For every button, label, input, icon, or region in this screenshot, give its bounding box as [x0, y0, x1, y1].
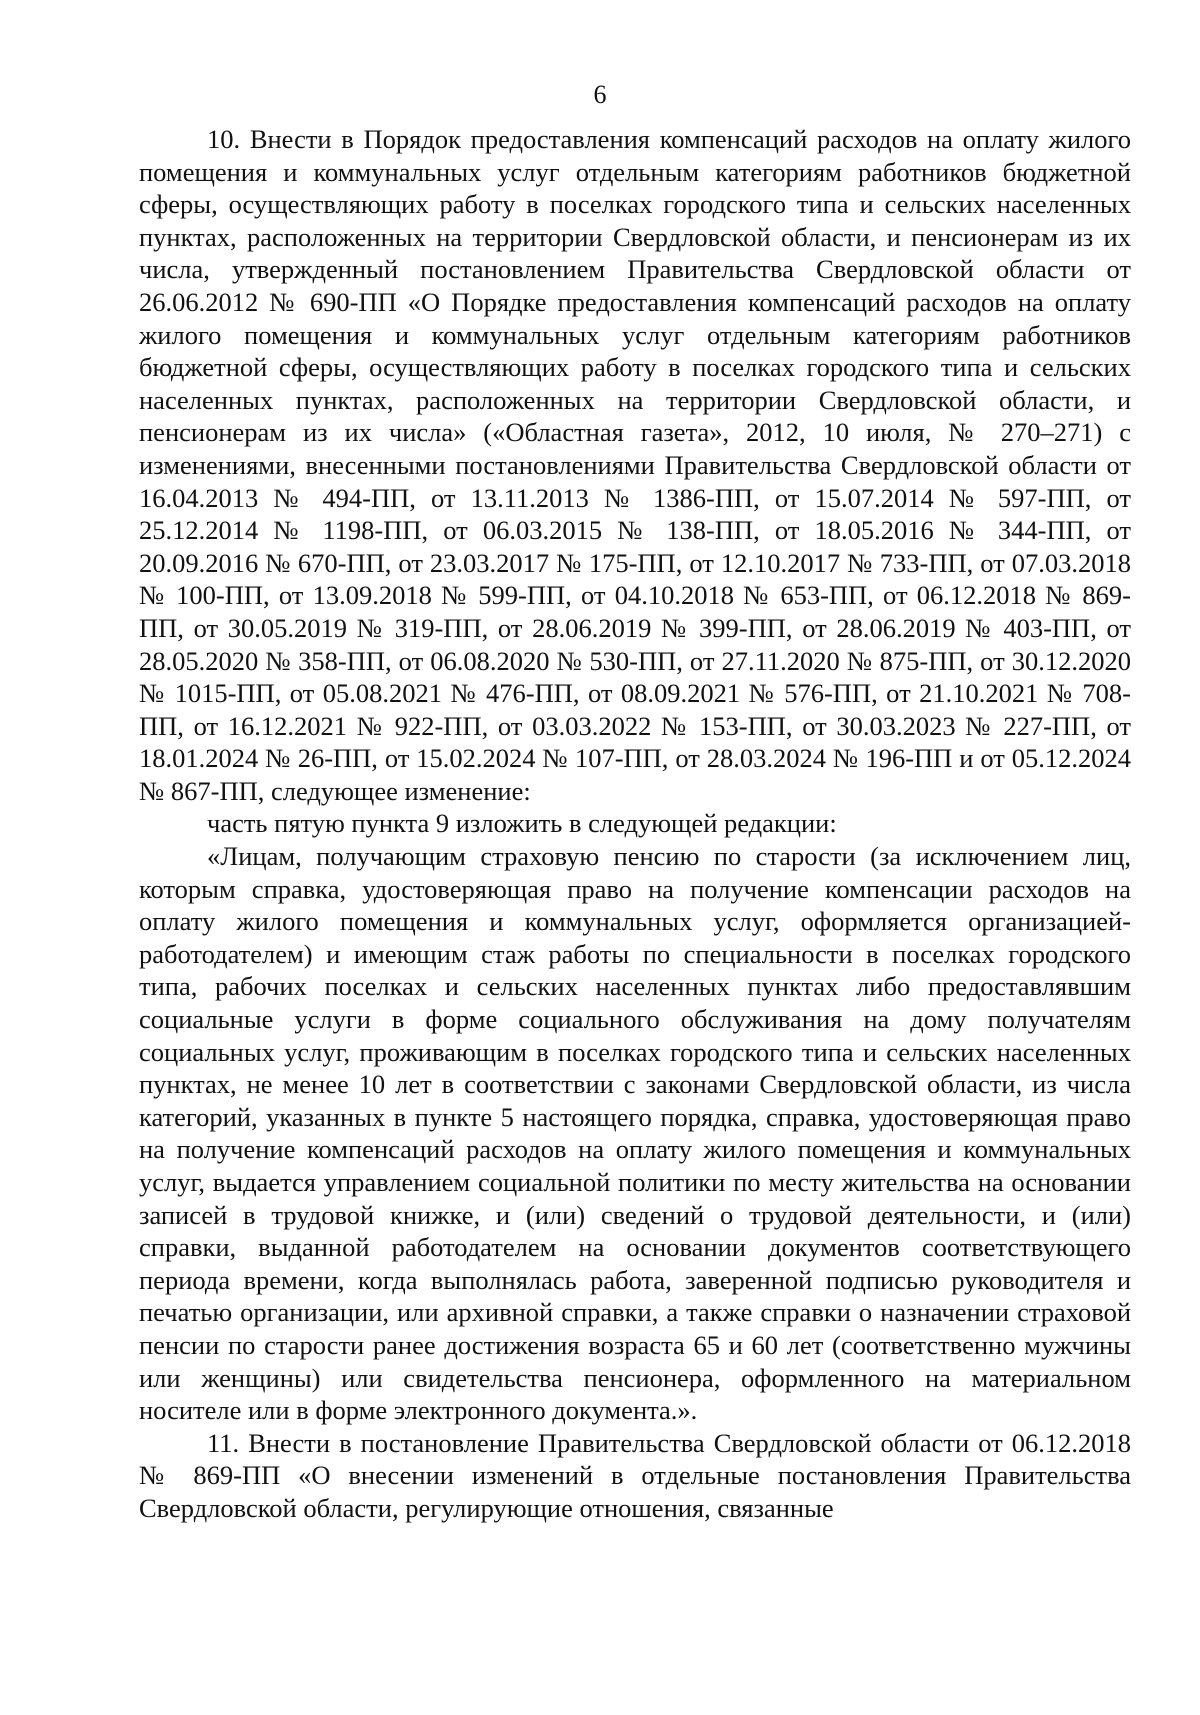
- paragraph-10: 10. Внести в Порядок предоставления компенсаций расходов на оплату жилого помещения и коммунальных услуг отдельным категориям работников бюджетной сферы, осуществляющих работу в поселках городского типа и сельских населенных пунктах, расположенных на территории Свердловской области, и пенсионерам из их числа, утвержденный постановлением Правительства Свердловской области от 26.06.2012 № 690-ПП «О Порядке предоставления компенсаций расходов на оплату жилого помещения и коммунальных услуг отдельным категориям работников бюджетной сферы, осуществляющих работу в поселках городского типа и сельских населенных пунктах, расположенных на территории Свердловской области, и пенсионерам из их числа» («Областная газета», 2012, 10 июля, № 270–271) с изменениями, внесенными постановлениями Правительства Свердловской области от 16.04.2013 № 494-ПП, от 13.11.2013 № 1386-ПП, от 15.07.2014 № 597-ПП, от 25.12.2014 № 1198-ПП, от 06.03.2015 № 138-ПП, от 18.05.2016 № 344-ПП, от 20.09.2016 № 670-ПП, от 23.03.2017 № 175-ПП, от 12.10.2017 № 733-ПП, от 07.03.2018 № 100-ПП, от 13.09.2018 № 599-ПП, от 04.10.2018 № 653-ПП, от 06.12.2018 № 869-ПП, от 30.05.2019 № 319-ПП, от 28.06.2019 № 399-ПП, от 28.06.2019 № 403-ПП, от 28.05.2020 № 358-ПП, от 06.08.2020 № 530-ПП, от 27.11.2020 № 875-ПП, от 30.12.2020 № 1015-ПП, от 05.08.2021 № 476-ПП, от 08.09.2021 № 576-ПП, от 21.10.2021 № 708-ПП, от 16.12.2021 № 922-ПП, от 03.03.2022 № 153-ПП, от 30.03.2023 № 227-ПП, от 18.01.2024 № 26-ПП, от 15.02.2024 № 107-ПП, от 28.03.2024 № 196-ПП и от 05.12.2024 № 867-ПП, следующее изменение:: [139, 124, 1131, 806]
- document-body: [139, 123, 1131, 1525]
- paragraph-amendment-text: «Лицам, получающим страховую пенсию по старости (за исключением лиц, которым справка, удостоверяющая право на получение компенсации расходов на оплату жилого помещения и коммунальных услуг, оформляется организацией-работодателем) и имеющим стаж работы по специальности в поселках городского типа, рабочих поселках и сельских населенных пунктах либо предоставлявшим социальные услуги в форме социального обслуживания на дому получателям социальных услуг, проживающим в поселках городского типа и сельских населенных пунктах, не менее 10 лет в соответствии с законами Свердловской области, из числа категорий, указанных в пункте 5 настоящего порядка, справка, удостоверяющая право на получение компенсаций расходов на оплату жилого помещения и коммунальных услуг, выдается управлением социальной политики по месту жительства на основании записей в трудовой книжке, и (или) сведений о трудовой деятельности, и (или) справки, выданной работодателем на основании документов соответствующего периода времени, когда выполнялась работа, заверенной подписью руководителя и печатью организации, или архивной справки, а также справки о назначении страховой пенсии по старости ранее достижения возраста 65 и 60 лет (соответственно мужчины или женщины) или свидетельства пенсионера, оформленного на материальном носителе или в форме электронного документа.».: [139, 841, 1131, 1426]
- paragraph-amendment-intro: часть пятую пункта 9 изложить в следующей редакции:: [207, 808, 837, 839]
- paragraph-11: 11. Внести в постановление Правительства Свердловской области от 06.12.2018 № 869-ПП «О внесении изменений в отдельные постановления Правительства Свердловской области, регулирующие отношения, связанные: [139, 1427, 1131, 1523]
- page-number: 6: [593, 80, 607, 109]
